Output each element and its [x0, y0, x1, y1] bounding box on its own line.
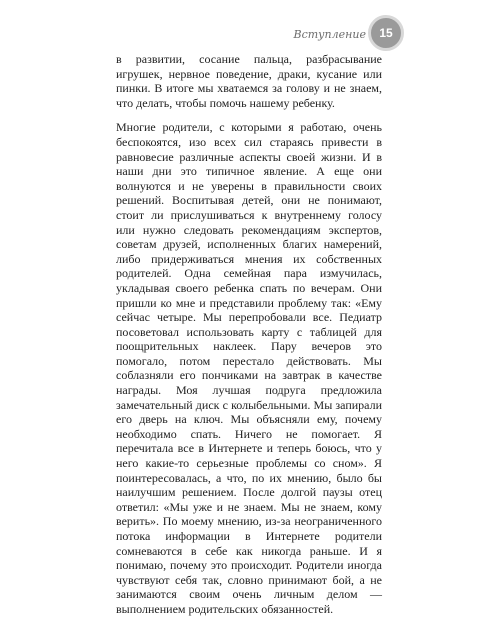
body-text [116, 52, 382, 617]
section-title: Вступление [293, 27, 366, 41]
page-number-badge [368, 15, 404, 51]
page-number: 15 [379, 26, 393, 40]
paragraph: в развитии, сосание пальца, разбрасывание игрушек, нервное поведение, драки, кусание или пинки. В итоге мы хватаемся за голову и не знаем, что делать, чтобы помочь нашему ребенку. [116, 52, 382, 110]
paragraph: Многие родители, с которыми я работаю, очень беспокоятся, изо всех сил стараясь привести в равновесие различные аспекты своей жизни. И в наши дни это типичное явление. А еще они волнуются и не уверены в правильности своих решений. Воспитывая детей, они не понимают, стоит ли прислушиваться к внутреннему голосу или нужно следовать рекомендациям экспертов, советам друзей, исполненных благих намерений, либо придерживаться мнения их собственных родителей. Одна семейная пара измучилась, укладывая своего ребенка спать по вечерам. Они пришли ко мне и представили проблему так: «Ему сейчас четыре. Мы перепробовали все. Педиатр посоветовал использовать карту с таблицей для поощрительных наклеек. Пару вечеров это помогало, потом перестало действовать. Мы соблазняли его пончиками на завтрак в качестве награды. Моя лучшая подруга предложила замечательный диск с колыбельными. Мы запирали его дверь на ключ. Мы объясняли ему, почему необходимо спать. Ничего не помогает. Я перечитала все в Интернете и теперь боюсь, что у него какие-то серьезные проблемы со сном». Я поинтересовалась, а что, по их мнению, было бы наилучшим решением. После долгой паузы отец ответил: «Мы уже и не знаем. Мы не знаем, кому верить». По моему мнению, из-за неограниченного потока информации в Интернете родители сомневаются в себе как никогда раньше. И я понимаю, почему это происходит. Родители иногда чувствуют себя так, словно принимают бой, а не занимаются своим очень личным делом — выполнением родительских обязанностей. [116, 120, 382, 616]
